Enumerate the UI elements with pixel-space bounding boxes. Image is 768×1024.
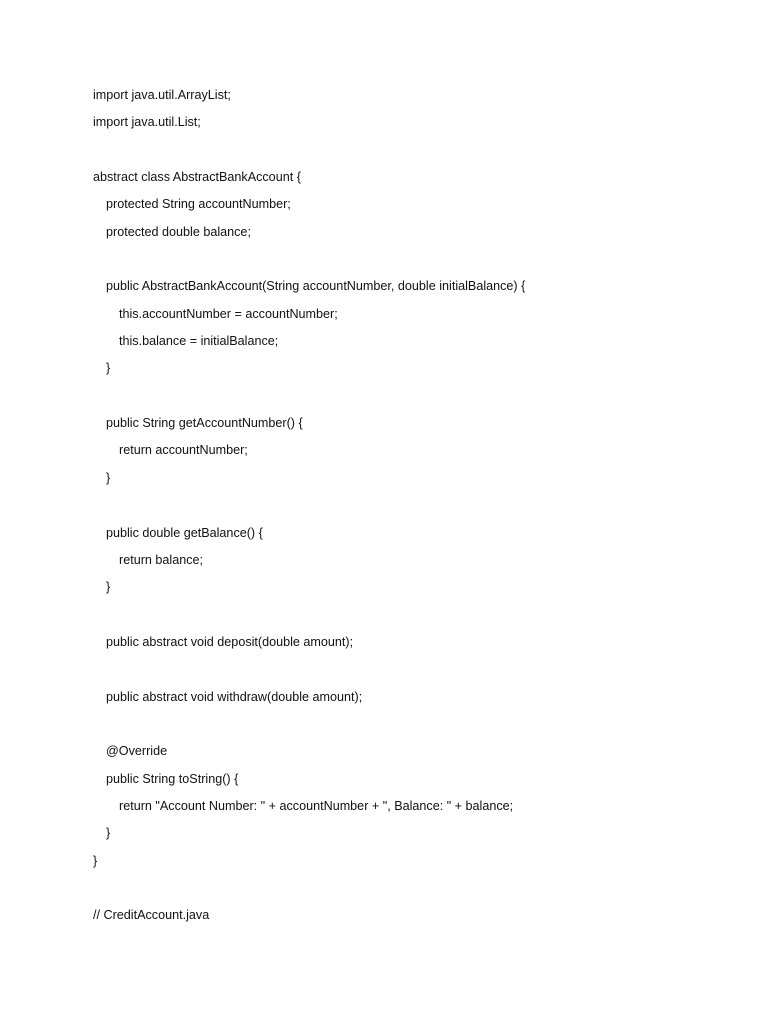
code-line: return balance;: [119, 552, 204, 567]
code-line: return accountNumber;: [119, 443, 248, 458]
code-line: abstract class AbstractBankAccount {: [93, 170, 301, 185]
blank-line: [93, 658, 525, 685]
code-line: }: [106, 826, 111, 841]
code-line: import java.util.List;: [93, 115, 201, 130]
code-line: }: [106, 580, 111, 595]
blank-line: [93, 139, 525, 166]
code-line: }: [106, 361, 111, 376]
code-line: this.balance = initialBalance;: [119, 334, 279, 349]
code-line: public double getBalance() {: [106, 525, 263, 540]
blank-line: [93, 494, 525, 521]
code-line: }: [93, 853, 98, 868]
code-line: public abstract void deposit(double amount);: [106, 634, 354, 649]
blank-line: [93, 248, 525, 275]
code-line: @Override: [106, 744, 168, 759]
code-line: public String getAccountNumber() {: [106, 416, 303, 431]
code-listing: [93, 84, 525, 932]
code-line: protected double balance;: [106, 224, 251, 239]
blank-line: [93, 713, 525, 740]
code-comment-line: // CreditAccount.java: [93, 908, 210, 923]
code-line: import java.util.ArrayList;: [93, 88, 231, 102]
code-line: public AbstractBankAccount(String accountNumber, double initialBalance) {: [106, 279, 526, 294]
code-line: public String toString() {: [106, 771, 239, 786]
code-line: return "Account Number: " + accountNumber + ", Balance: " + balance;: [119, 798, 514, 813]
code-line: this.accountNumber = accountNumber;: [119, 306, 338, 321]
code-line: public abstract void withdraw(double amount);: [106, 689, 363, 704]
code-line: protected String accountNumber;: [106, 197, 291, 212]
blank-line: [93, 385, 525, 412]
blank-line: [93, 877, 525, 904]
code-line: }: [106, 470, 111, 485]
blank-line: [93, 604, 525, 631]
